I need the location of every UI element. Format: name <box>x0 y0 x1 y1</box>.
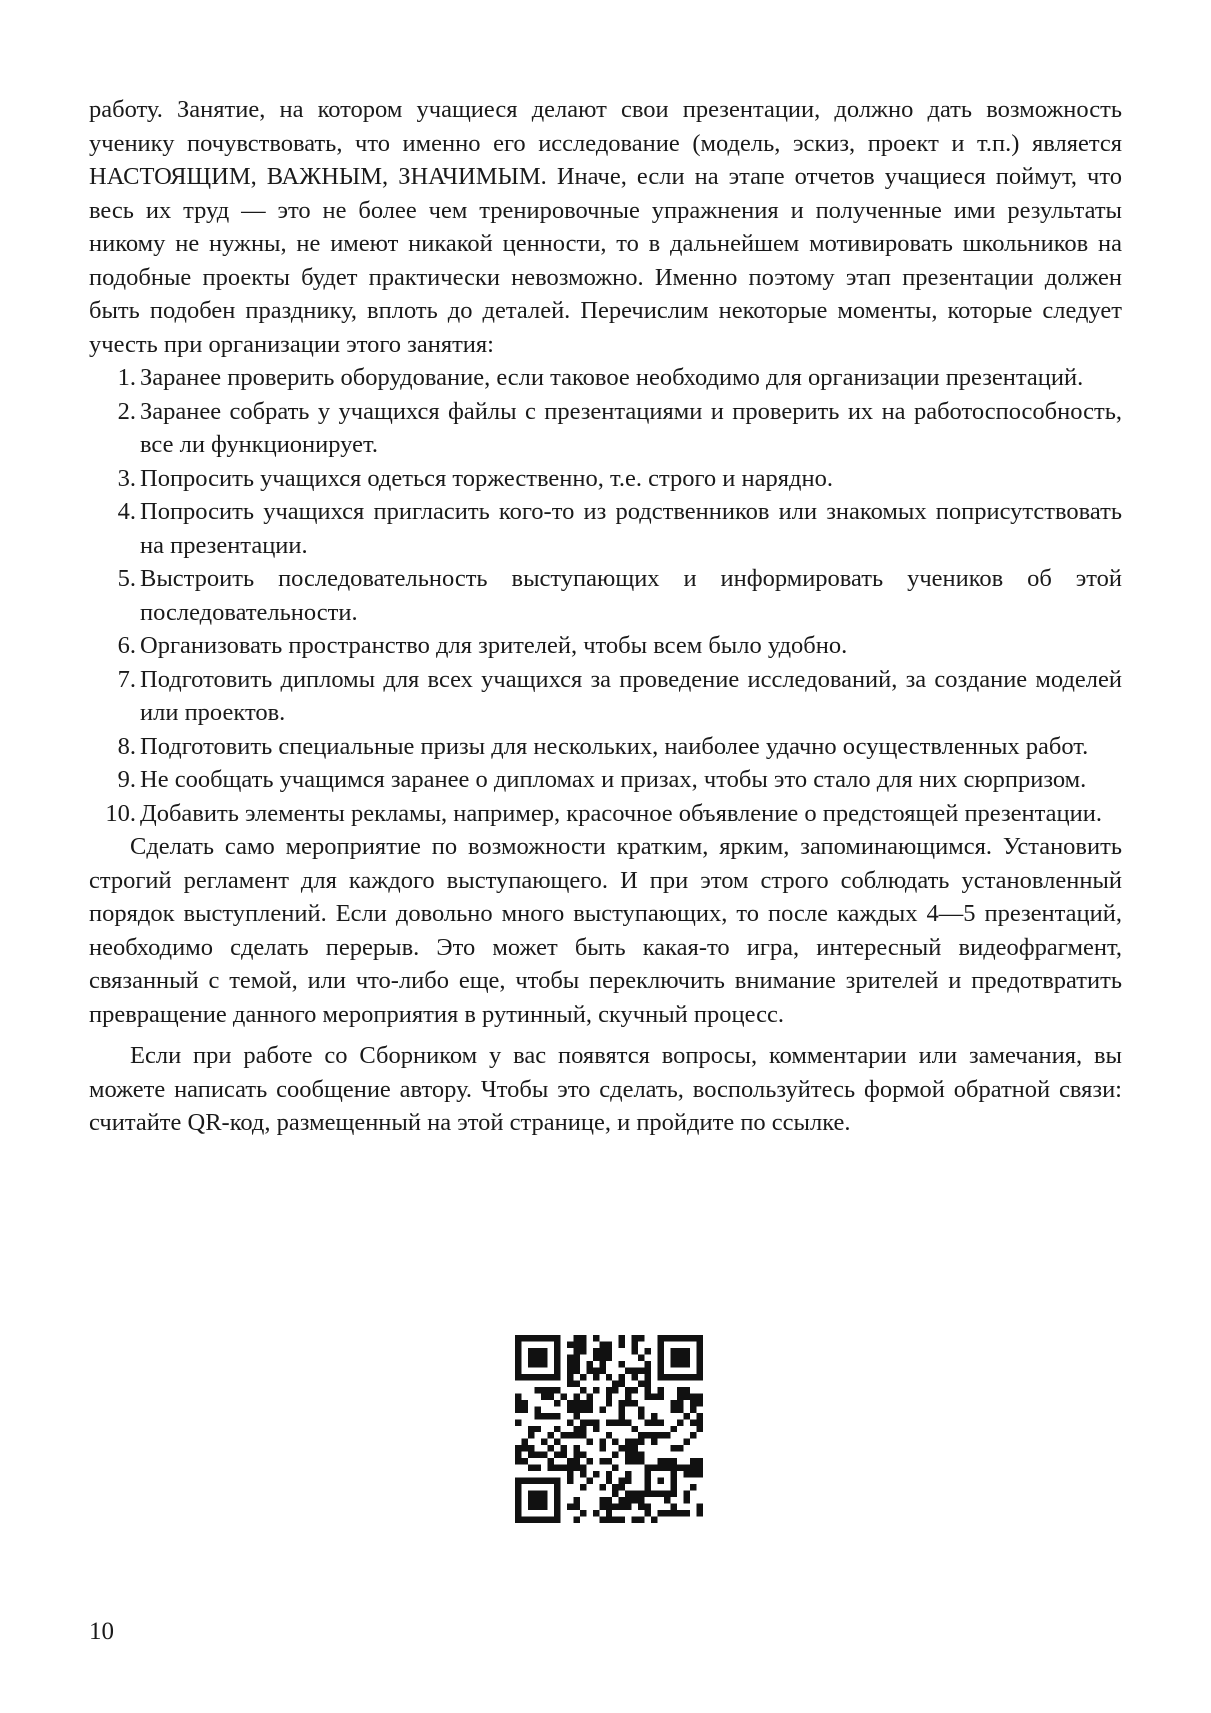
list-item-number: 6. <box>117 632 136 659</box>
list-item <box>89 763 1122 797</box>
list-item-text: Выстроить последовательность выступающих и информировать учеников об этой последовательности. <box>140 565 1122 626</box>
list-item <box>89 361 1122 395</box>
list-item-text: Не сообщать учащимся заранее о дипломах и призах, чтобы это стало для них сюрпризом. <box>140 766 1087 793</box>
list-item-text: Заранее собрать у учащихся файлы с презентациями и проверить их на работоспособность, все ли функционирует. <box>140 397 1122 458</box>
list-item-text: Попросить учащихся пригласить кого-то из родственников или знакомых поприсутствовать на презентации. <box>140 498 1122 559</box>
qr-code-graphic <box>515 1335 703 1523</box>
list-item-text: Подготовить дипломы для всех учащихся за проведение исследований, за создание моделей или проектов. <box>140 665 1122 726</box>
preparation-list <box>89 361 1122 830</box>
list-item <box>89 462 1122 496</box>
list-item <box>89 395 1122 462</box>
list-item-number: 7. <box>117 665 136 693</box>
list-item-number: 3. <box>117 464 136 492</box>
list-item-text: Заранее проверить оборудование, если таковое необходимо для организации презентаций. <box>140 364 1084 391</box>
list-item <box>89 797 1122 831</box>
feedback-paragraph: Если при работе со Сборником у вас появятся вопросы, комментарии или замечания, вы можете написать сообщение автору. Чтобы это сделать, воспользуйтесь формой обратной связи: считайте QR-код, размещенный на этой странице, и пройдите по ссылке. <box>89 1042 1122 1136</box>
list-item-text: Добавить элементы рекламы, например, красочное объявление о предстоящей презентации. <box>140 799 1102 827</box>
list-item <box>89 562 1122 629</box>
list-item-number: 8. <box>117 732 136 760</box>
event-paragraph: Сделать само мероприятие по возможности кратким, ярким, запоминающимся. Установить строгий регламент для каждого выступающего. И при этом строго соблюдать установленный порядок выступлений. Если довольно много выступающих, то после каждых 4—5 презентаций, необходимо сделать перерыв. Это может быть какая-то игра, интересный видеофрагмент, связанный с темой, или что-либо еще, чтобы переключить внимание зрителей и предотвратить превращение данного мероприятия в рутинный, скучный процесс. <box>89 833 1122 1028</box>
list-item-number: 5. <box>117 565 136 592</box>
list-item-number: 2. <box>117 397 136 425</box>
qr-code-icon[interactable] <box>515 1335 703 1523</box>
list-item <box>89 663 1122 730</box>
list-item <box>89 730 1122 764</box>
list-item-number: 1. <box>117 364 136 391</box>
list-item-text: Попросить учащихся одеться торжественно, т.е. строго и нарядно. <box>140 464 833 492</box>
list-item-number: 10. <box>105 799 136 827</box>
page-body <box>89 93 1122 1140</box>
intro-paragraph: работу. Занятие, на котором учащиеся делают свои презентации, должно дать возможность ученику почувствовать, что именно его исследование (модель, эскиз, проект и т.п.) является НАСТОЯЩИМ, ВАЖНЫМ, ЗНАЧИМЫМ. Иначе, если на этапе отчетов учащиеся поймут, что весь их труд — это не более чем тренировочные упражнения и полученные ими результаты никому не нужны, не имеют никакой ценности, то в дальнейшем мотивировать школьников на подобные проекты будет практически невозможно. Именно поэтому этап презентации должен быть подобен празднику, вплоть до деталей. Перечислим некоторые моменты, которые следует учесть при организации этого занятия: <box>89 96 1122 358</box>
page-number: 10 <box>89 1618 114 1645</box>
list-item-text: Подготовить специальные призы для нескольких, наиболее удачно осуществленных работ. <box>140 732 1089 760</box>
list-item-number: 9. <box>117 766 136 793</box>
list-item <box>89 495 1122 562</box>
list-item-number: 4. <box>117 498 136 525</box>
list-item-text: Организовать пространство для зрителей, чтобы всем было удобно. <box>140 632 848 659</box>
list-item <box>89 629 1122 663</box>
